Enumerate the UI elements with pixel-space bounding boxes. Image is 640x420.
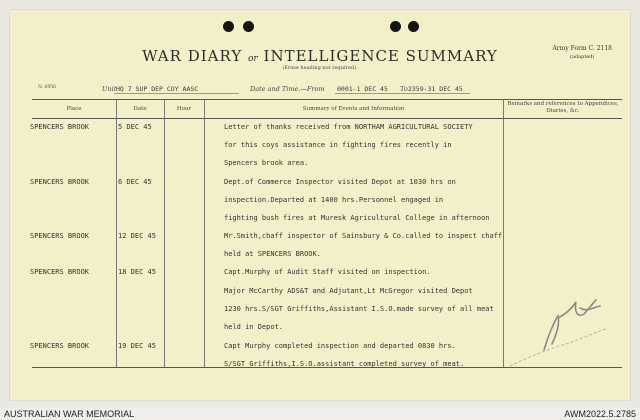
title-intelligence-summary: INTELLIGENCE SUMMARY [263, 47, 498, 65]
entry-date: 6 DEC 45 [118, 178, 152, 186]
unit-label: Unit [102, 85, 117, 93]
summary-line: held in Depot. [224, 323, 284, 331]
column-divider [116, 99, 117, 367]
to-label: To [400, 85, 408, 93]
form-subtitle: (Erase heading not required). [282, 65, 358, 71]
entry-place: SPENCERS BROOK [30, 178, 90, 186]
entry-date: 12 DEC 45 [118, 232, 156, 240]
date-time-label: Date and Time.—From [250, 85, 325, 93]
title-war-diary: WAR DIARY [142, 47, 243, 65]
punch-hole [223, 21, 234, 32]
column-header-summary: Summary of Events and Information [302, 106, 405, 112]
punch-hole [408, 21, 419, 32]
table-top-rule [32, 99, 622, 100]
column-divider [164, 99, 165, 367]
column-header-remarks: Remarks and references to Appendices, Diaries, &c. [507, 101, 619, 114]
table-header-rule [32, 118, 622, 119]
summary-line: Capt.Murphy of Audit Staff visited on inspection. [224, 268, 431, 276]
summary-line: fighting bush fires at Muresk Agricultural College in afternoon [224, 214, 490, 222]
summary-line: Mr.Smith,chaff inspector of Sainsbury & Co.called to inspect chaff [224, 232, 503, 240]
to-value: 2359-31 DEC 45 [408, 85, 463, 93]
from-value: 0001-1 DEC 45 [337, 85, 388, 93]
date-underline [335, 93, 470, 94]
footer-institution: AUSTRALIAN WAR MEMORIAL [4, 409, 135, 419]
summary-line: S/SGT Griffiths,I.S.O.assistant completed survey of meat. [224, 360, 465, 368]
entry-date: 18 DEC 45 [118, 268, 156, 276]
punch-hole [390, 21, 401, 32]
footer-reference: AWM2022.5.2785 [564, 409, 636, 419]
unit-underline [114, 93, 239, 94]
form-serial: N. 6956 [38, 85, 56, 90]
entry-place: SPENCERS BROOK [30, 123, 90, 131]
unit-value: HQ 7 SUP DEP COY AASC [116, 85, 199, 93]
summary-line: for this coys assistance in fighting fires recently in [224, 141, 452, 149]
column-header-hour: Hour [176, 106, 192, 112]
column-header-place: Place [66, 106, 82, 112]
summary-line: Spencers brook area. [224, 159, 309, 167]
entry-date: 19 DEC 45 [118, 342, 156, 350]
entry-place: SPENCERS BROOK [30, 342, 90, 350]
summary-line: Major McCarthy ADS&T and Adjutant,Lt McGregor visited Depot [224, 287, 473, 295]
army-form-number [552, 44, 612, 62]
column-header-date: Date [133, 106, 147, 112]
summary-line: Letter of thanks received from NORTHAM AGRICULTURAL SOCIETY [224, 123, 473, 131]
summary-line: 1230 hrs.S/SGT Griffiths,Assistant I.S.O.made survey of all meat [224, 305, 494, 313]
form-title [10, 47, 630, 65]
diary-page [10, 10, 630, 400]
summary-line: held at SPENCERS BROOK. [224, 250, 321, 258]
army-form-note: (adapted) [570, 54, 595, 60]
column-divider [204, 99, 205, 367]
summary-line: Capt Murphy completed inspection and departed 0830 hrs. [224, 342, 456, 350]
title-or: or [248, 54, 258, 64]
summary-line: Dept.of Commerce Inspector visited Depot at 1030 hrs on [224, 178, 456, 186]
entry-date: 5 DEC 45 [118, 123, 152, 131]
archive-footer [0, 408, 640, 420]
army-form-label: Army Form C. 2118 [552, 45, 612, 52]
entry-place: SPENCERS BROOK [30, 268, 90, 276]
signature-mark [496, 278, 616, 370]
entry-place: SPENCERS BROOK [30, 232, 90, 240]
punch-hole [243, 21, 254, 32]
summary-line: inspection.Departed at 1400 hrs.Personnel engaged in [224, 196, 444, 204]
